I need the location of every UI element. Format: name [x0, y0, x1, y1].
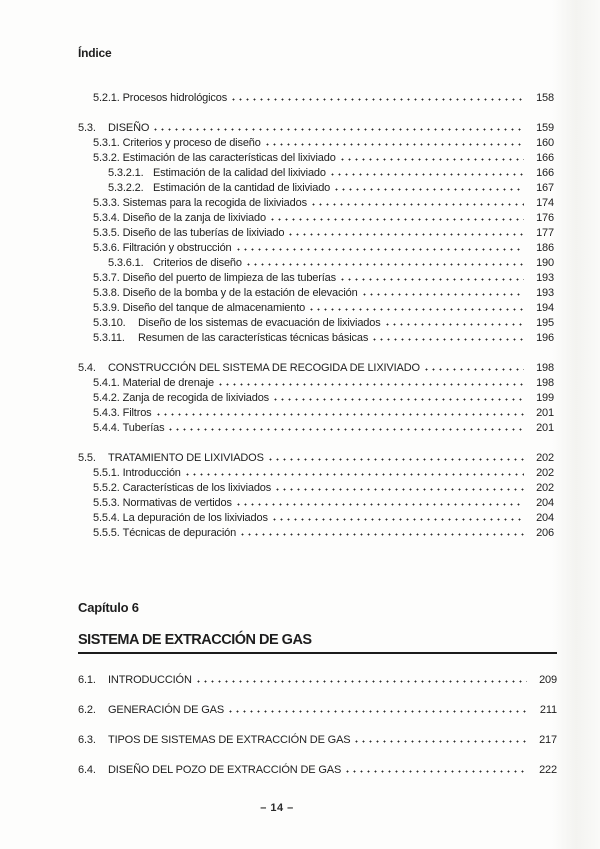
toc-section [78, 91, 554, 106]
toc-entry-label: Diseño de las tuberías de lixiviado [122, 227, 285, 239]
toc-row [78, 421, 554, 436]
toc-row [78, 451, 554, 466]
toc-row [78, 703, 557, 717]
dot-leader [331, 167, 524, 176]
toc-entry-label: Criterios de diseño [153, 257, 242, 269]
dot-leader [269, 452, 524, 461]
toc-entry-number: 5.3.2. [93, 152, 120, 164]
toc-entry-page: 196 [536, 332, 554, 344]
toc-entry-number: 5.4.4. [93, 422, 120, 434]
toc-entry-page: 174 [536, 197, 554, 209]
dot-leader [157, 407, 524, 416]
toc-entry-label: Diseño de los sistemas de evacuación de lixiviados [138, 317, 381, 329]
toc-section [78, 121, 554, 346]
toc-row [78, 286, 554, 301]
toc-entry-number: 5.3.7. [93, 272, 120, 284]
toc-row [78, 91, 554, 106]
toc-entry-label: DISEÑO DEL POZO DE EXTRACCIÓN DE GAS [108, 764, 342, 776]
toc-row [78, 166, 554, 181]
toc-entry-label: Criterios y proceso de diseño [122, 137, 261, 149]
toc-row [78, 226, 554, 241]
toc-entry-page: 167 [536, 182, 554, 194]
toc-entry-page: 166 [536, 167, 554, 179]
toc-row [78, 121, 554, 136]
toc-entry-label: Zanja de recogida de lixiviados [122, 392, 270, 404]
dot-leader [373, 332, 524, 341]
dot-leader [186, 467, 524, 476]
toc-row [78, 466, 554, 481]
toc-entry-number: 6.4. [78, 764, 96, 776]
dot-leader [241, 527, 524, 536]
toc-entry-page: 206 [536, 527, 554, 539]
dot-leader [266, 137, 524, 146]
toc-entry-page: 159 [536, 122, 554, 134]
toc-row [78, 481, 554, 496]
dot-leader [289, 227, 524, 236]
dot-leader [276, 482, 524, 491]
toc-row [78, 733, 557, 747]
toc-entry-number: 6.3. [78, 734, 96, 746]
toc-entry-number: 5.5.2. [93, 482, 120, 494]
toc-entry-label: Estimación de las características del lixiviado [122, 152, 336, 164]
toc-entry-label: INTRODUCCIÓN [108, 674, 192, 686]
chapter-title-heading: SISTEMA DE EXTRACCIÓN DE GAS [78, 633, 557, 654]
toc-row [78, 331, 554, 346]
dot-leader [425, 362, 524, 371]
toc-entry-page: 202 [536, 452, 554, 464]
toc-entry-page: 190 [536, 257, 554, 269]
toc-entry-page: 198 [536, 362, 554, 374]
toc-entry-number: 5.4.1. [93, 377, 120, 389]
toc-entry-page: 222 [539, 764, 557, 776]
toc-entry-label: La depuración de los lixiviados [122, 512, 268, 524]
dot-leader [346, 764, 527, 773]
toc-entry-page: 186 [536, 242, 554, 254]
toc-entry-number: 5.3.2.2. [108, 182, 144, 194]
toc-entry-number: 5.3.6. [93, 242, 120, 254]
toc-entry-number: 5.3.5. [93, 227, 120, 239]
toc-entry-number: 5.3.6.1. [108, 257, 144, 269]
dot-leader [237, 242, 524, 251]
chapter-6-block [78, 600, 557, 777]
toc-row [78, 301, 554, 316]
page-header-index-label: Índice [78, 46, 112, 60]
toc-row [78, 376, 554, 391]
toc-entry-label: TRATAMIENTO DE LIXIVIADOS [108, 452, 264, 464]
toc-section [78, 361, 554, 436]
dot-leader [274, 392, 524, 401]
toc-row [78, 151, 554, 166]
toc-entry-number: 5.5.3. [93, 497, 120, 509]
page-number-footer: – 14 – [260, 802, 294, 814]
toc-entry-page: 202 [536, 467, 554, 479]
toc-entry-label: Resumen de las características técnicas básicas [138, 332, 369, 344]
dot-leader [219, 377, 524, 386]
toc-row [78, 673, 557, 687]
dot-leader [169, 422, 524, 431]
toc-entry-page: 195 [536, 317, 554, 329]
toc-entry-page: 166 [536, 152, 554, 164]
chapter-number-heading: Capítulo 6 [78, 600, 139, 615]
toc-entry-label: Características de los lixiviados [122, 482, 272, 494]
toc-entry-label: Tuberías [122, 422, 165, 434]
toc-entry-number: 6.2. [78, 704, 96, 716]
dot-leader [386, 317, 524, 326]
toc-entry-number: 5.3.11. [93, 332, 125, 344]
dot-leader [271, 212, 524, 221]
toc-row [78, 271, 554, 286]
toc-entry-number: 5.2.1. [93, 92, 120, 104]
toc-entry-number: 5.3. [78, 122, 96, 134]
toc-entry-page: 211 [539, 704, 557, 716]
toc-entry-number: 5.3.9. [93, 302, 120, 314]
toc-entry-label: Diseño del puerto de limpieza de las tuberías [122, 272, 337, 284]
toc-entry-label: Diseño de la bomba y de la estación de elevación [122, 287, 358, 299]
toc-entry-label: Estimación de la calidad del lixiviado [153, 167, 326, 179]
toc-entry-page: 198 [536, 377, 554, 389]
toc-entry-page: 176 [536, 212, 554, 224]
toc-row [78, 241, 554, 256]
toc-entry-number: 5.5. [78, 452, 96, 464]
toc-entry-page: 194 [536, 302, 554, 314]
toc-entry-page: 193 [536, 287, 554, 299]
toc-entry-number: 5.4.3. [93, 407, 120, 419]
toc-row [78, 211, 554, 226]
toc-entry-label: DISEÑO [108, 122, 150, 134]
toc-entry-label: Diseño de la zanja de lixiviado [122, 212, 266, 224]
dot-leader [335, 182, 524, 191]
toc-entry-number: 5.3.4. [93, 212, 120, 224]
toc [78, 91, 554, 541]
toc-entry-label: Técnicas de depuración [122, 527, 237, 539]
dot-leader [273, 512, 524, 521]
toc-entry-label: Normativas de vertidos [122, 497, 232, 509]
chapter-6-entries [78, 673, 557, 777]
toc-row [78, 391, 554, 406]
toc-entry-label: Sistemas para la recogida de lixiviados [122, 197, 307, 209]
toc-row [78, 496, 554, 511]
toc-entry-label: GENERACIÓN DE GAS [108, 704, 225, 716]
toc-entry-number: 5.5.1. [93, 467, 120, 479]
toc-entry-number: 5.4.2. [93, 392, 120, 404]
dot-leader [312, 197, 524, 206]
dot-leader [341, 152, 524, 161]
toc-row [78, 316, 554, 331]
toc-entry-label: Introducción [122, 467, 181, 479]
toc-row [78, 511, 554, 526]
toc-entry-page: 204 [536, 512, 554, 524]
toc-row [78, 763, 557, 777]
toc-entry-page: 160 [536, 137, 554, 149]
toc-entry-label: Material de drenaje [122, 377, 214, 389]
toc-entry-page: 217 [539, 734, 557, 746]
toc-entry-label: Estimación de la cantidad de lixiviado [153, 182, 331, 194]
toc-row [78, 526, 554, 541]
toc-entry-label: Procesos hidrológicos [122, 92, 228, 104]
dot-leader [229, 704, 527, 713]
toc-entry-page: 204 [536, 497, 554, 509]
dot-leader [341, 272, 524, 281]
toc-entry-label: CONSTRUCCIÓN DEL SISTEMA DE RECOGIDA DE LIXIVIADO [108, 362, 420, 374]
toc-entry-number: 6.1. [78, 674, 96, 686]
toc-entry-number: 5.5.5. [93, 527, 120, 539]
toc-row [78, 196, 554, 211]
dot-leader [197, 674, 527, 683]
toc-row [78, 136, 554, 151]
toc-entry-number: 5.5.4. [93, 512, 120, 524]
toc-row [78, 256, 554, 271]
toc-row [78, 361, 554, 376]
dot-leader [232, 92, 524, 101]
toc-entry-page: 199 [536, 392, 554, 404]
dot-leader [154, 122, 524, 131]
toc-entry-label: TIPOS DE SISTEMAS DE EXTRACCIÓN DE GAS [108, 734, 351, 746]
toc-entry-page: 177 [536, 227, 554, 239]
toc-row [78, 406, 554, 421]
toc-entry-label: Filtración y obstrucción [122, 242, 232, 254]
dot-leader [355, 734, 527, 743]
toc-entry-page: 209 [539, 674, 557, 686]
toc-entry-number: 5.3.10. [93, 317, 126, 329]
dot-leader [363, 287, 524, 296]
dot-leader [310, 302, 524, 311]
toc-entry-number: 5.3.3. [93, 197, 120, 209]
toc-entry-page: 201 [536, 407, 554, 419]
toc-row [78, 181, 554, 196]
toc-entry-page: 158 [536, 92, 554, 104]
toc-entry-number: 5.3.1. [93, 137, 120, 149]
toc-entry-label: Filtros [122, 407, 152, 419]
toc-entry-page: 193 [536, 272, 554, 284]
toc-entry-page: 202 [536, 482, 554, 494]
dot-leader [247, 257, 524, 266]
toc-entry-page: 201 [536, 422, 554, 434]
toc-entry-label: Diseño del tanque de almacenamiento [122, 302, 306, 314]
toc-entry-number: 5.3.8. [93, 287, 120, 299]
toc-section [78, 451, 554, 541]
toc-entry-number: 5.3.2.1. [108, 167, 144, 179]
toc-entry-number: 5.4. [78, 362, 96, 374]
dot-leader [237, 497, 524, 506]
